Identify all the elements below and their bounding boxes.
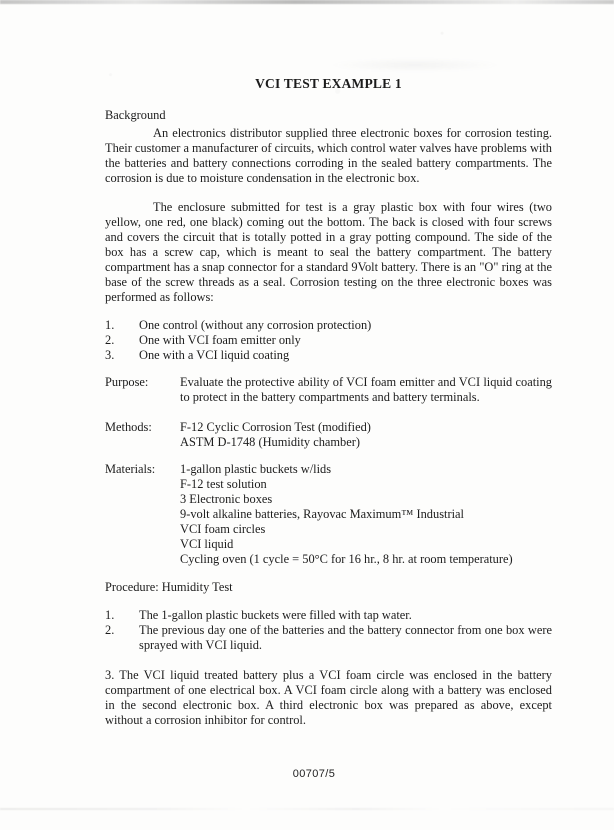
background-paragraph-1: An electronics distributor supplied three electronic boxes for corrosion testing. Their customer a manufacturer of circuits, which control water valves have problems with the batteries and battery connections corroding in the sealed battery compartments. The corrosion is due to moisture condensation in the electronic box. (105, 126, 552, 185)
procedure-heading: Procedure: Humidity Test (105, 580, 233, 594)
materials-section (105, 462, 552, 567)
methods-line: ASTM D-1748 (Humidity chamber) (180, 435, 360, 449)
scan-artifact-bottom-line (0, 808, 614, 810)
materials-line: F-12 test solution (180, 477, 267, 491)
materials-line: VCI liquid (180, 537, 234, 551)
list-item-text: One with a VCI liquid coating (139, 348, 290, 362)
list-item (105, 318, 552, 333)
materials-line: 9-volt alkaline batteries, Rayovac Maximum™ Industrial (180, 507, 464, 521)
purpose-text: Evaluate the protective ability of VCI foam emitter and VCI liquid coating to protect in the battery compartments and battery terminals. (180, 375, 552, 404)
list-item-number: 1. (105, 318, 115, 332)
list-item-number: 2. (105, 333, 115, 347)
procedure-step (105, 623, 552, 653)
scan-artifact-smudge (330, 58, 500, 72)
methods-lines (180, 420, 552, 450)
list-item (105, 333, 552, 348)
step-text: The previous day one of the batteries and the battery connector from one box were sprayed with VCI liquid. (139, 623, 552, 652)
procedure-step (105, 608, 552, 623)
materials-line: 1-gallon plastic buckets w/lids (180, 462, 332, 476)
methods-label: Methods: (105, 420, 152, 434)
procedure-steps-list (105, 608, 552, 653)
materials-label: Materials: (105, 462, 156, 476)
methods-section (105, 420, 552, 450)
materials-line: VCI foam circles (180, 522, 266, 536)
materials-line: Cycling oven (1 cycle = 50°C for 16 hr., 8 hr. at room temperature) (180, 552, 513, 566)
test-boxes-list (105, 318, 552, 363)
materials-lines (180, 462, 552, 567)
list-item-number: 3. (105, 348, 115, 362)
list-item (105, 348, 552, 363)
scan-artifact-top-band (0, 0, 614, 4)
background-heading: Background (105, 108, 166, 122)
methods-line: F-12 Cyclic Corrosion Test (modified) (180, 420, 371, 434)
procedure-step-3-paragraph: 3. The VCI liquid treated battery plus a VCI foam circle was enclosed in the battery compartment of one electrical box. A VCI foam circle along with a battery was enclosed in the second electronic box. A third electronic box was prepared as above, except without a corrosion inhibitor for control. (105, 668, 552, 727)
step-number: 2. (105, 623, 115, 637)
step-number: 1. (105, 608, 115, 622)
list-item-text: One control (without any corrosion protection) (139, 318, 372, 332)
materials-line: 3 Electronic boxes (180, 492, 273, 506)
list-item-text: One with VCI foam emitter only (139, 333, 301, 347)
purpose-section (105, 375, 552, 405)
purpose-label: Purpose: (105, 375, 149, 389)
document-title: VCI TEST EXAMPLE 1 (255, 76, 402, 91)
page-footer-code: 00707/5 (292, 768, 336, 780)
step-text: The 1-gallon plastic buckets were filled with tap water. (139, 608, 412, 622)
background-paragraph-2: The enclosure submitted for test is a gray plastic box with four wires (two yellow, one red, one black) coming out the bottom. The back is closed with four screws and covers the circuit that is totally potted in a gray potting compound. The side of the box has a screw cap, which is meant to seal the battery compartment. The battery compartment has a snap connector for a standard 9Volt battery. There is an "O" ring at the base of the screw threads as a seal. Corrosion testing on the three electronic boxes was performed as follows: (105, 200, 552, 304)
